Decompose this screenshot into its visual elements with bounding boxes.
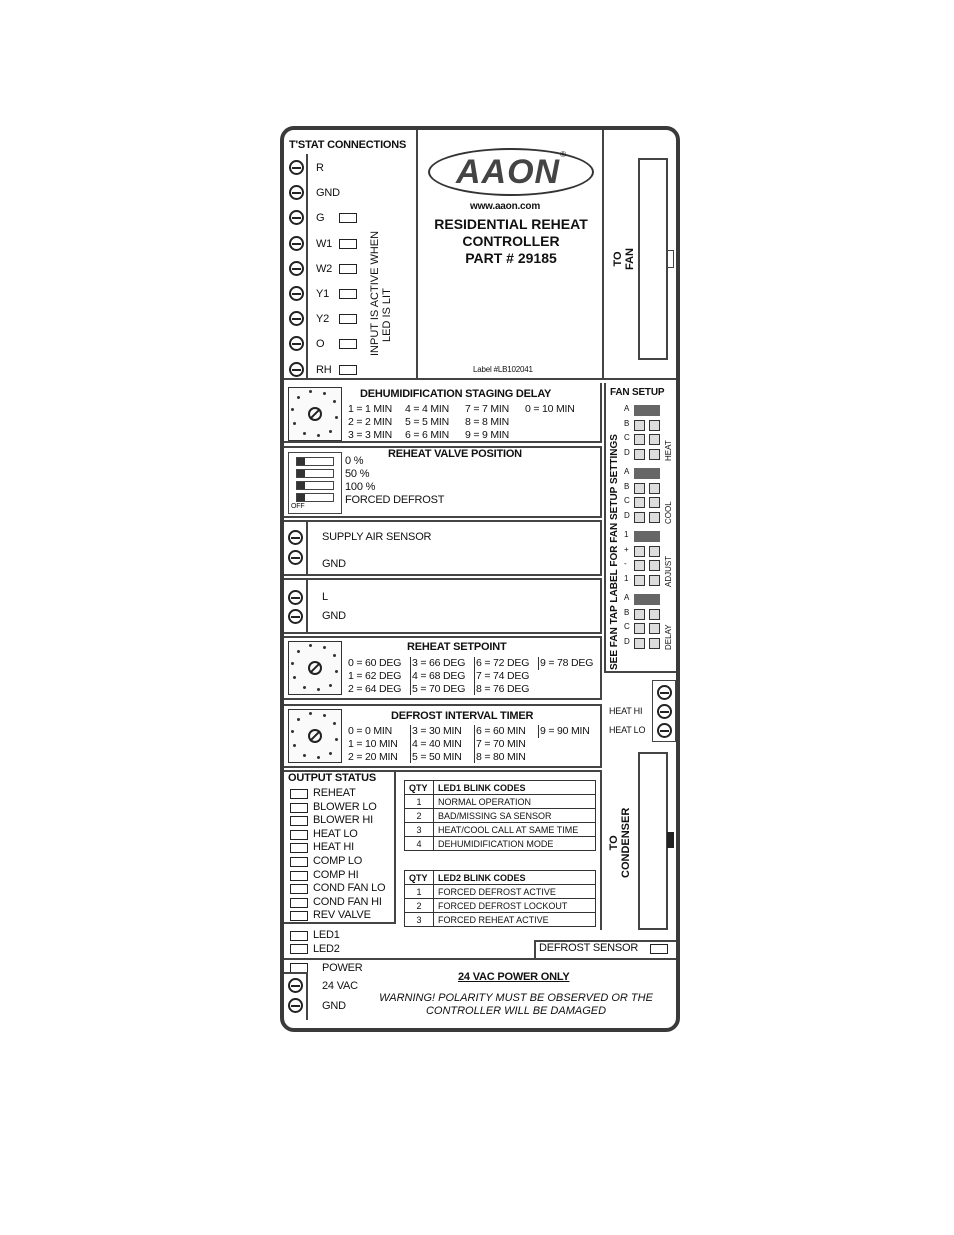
dial-mark bbox=[309, 644, 312, 647]
output-label-2: BLOWER HI bbox=[313, 814, 373, 827]
led1_table-qty-2: 3 bbox=[405, 823, 434, 837]
setpoint-option-1-2: 7 = 74 DEG bbox=[476, 670, 530, 682]
fan-pin-1-3-a[interactable] bbox=[634, 512, 645, 523]
fan-pin-2-3-a[interactable] bbox=[634, 575, 645, 586]
polarity-warning bbox=[370, 992, 662, 1018]
reheat-valve-title: REHEAT VALVE POSITION bbox=[388, 448, 522, 460]
supply-gnd-terminal[interactable] bbox=[288, 550, 303, 565]
fan-group-name-0: HEAT bbox=[664, 440, 673, 461]
fan-pin-3-3-b[interactable] bbox=[649, 638, 660, 649]
fan-row-label-1-3: D bbox=[624, 510, 630, 520]
tstat-terminal-3[interactable] bbox=[289, 236, 304, 251]
led2_table-code-1: FORCED DEFROST LOCKOUT bbox=[434, 899, 596, 913]
dehum-option-0-3: 0 = 10 MIN bbox=[525, 403, 575, 415]
dip-switch-2[interactable] bbox=[296, 469, 334, 478]
fan-connector bbox=[638, 158, 668, 360]
to-condenser-line2: CONDENSER bbox=[620, 807, 632, 878]
dehum-title: DEHUMIDIFICATION STAGING DELAY bbox=[360, 388, 552, 400]
output-led-2 bbox=[290, 816, 308, 826]
dehum-dial-knob[interactable] bbox=[308, 407, 322, 421]
dial-mark bbox=[333, 654, 336, 657]
fan-row-label-0-2: C bbox=[624, 433, 630, 442]
led1_table-header-row bbox=[405, 781, 596, 795]
led2_table-qty-0: 1 bbox=[405, 885, 434, 899]
setpoint-dial[interactable] bbox=[288, 641, 342, 695]
led1_table-qty-header: QTY bbox=[405, 781, 434, 795]
fan-jumper-1[interactable] bbox=[634, 468, 660, 479]
tstat-led-4 bbox=[339, 264, 357, 274]
fan-pin-2-1-b[interactable] bbox=[649, 546, 660, 557]
tstat-led-3 bbox=[339, 239, 357, 249]
heat-hi-label: HEAT HI bbox=[609, 706, 643, 716]
output-label-5: COMP LO bbox=[313, 855, 363, 867]
option-divider bbox=[538, 725, 539, 738]
power-section-top bbox=[284, 958, 676, 960]
fan-group-name-2: ADJUST bbox=[664, 555, 673, 587]
led1-label: LED1 bbox=[313, 929, 340, 941]
output-label-8: COND FAN HI bbox=[313, 895, 382, 908]
defrost-option-0-3: 9 = 90 MIN bbox=[540, 725, 590, 737]
vac-label: 24 VAC bbox=[322, 980, 358, 992]
output-label-4: HEAT HI bbox=[313, 841, 354, 854]
setpoint-dial-knob[interactable] bbox=[308, 661, 322, 675]
dehum-option-1-0: 2 = 2 MIN bbox=[348, 416, 393, 428]
led2-indicator bbox=[290, 944, 308, 954]
tstat-terminal-5[interactable] bbox=[289, 286, 304, 301]
valve-option-3: FORCED DEFROST bbox=[345, 494, 445, 506]
fan-pin-0-1-a[interactable] bbox=[634, 420, 645, 431]
fan-connector-tab bbox=[666, 250, 674, 268]
fan-row-label-2-0: 1 bbox=[624, 530, 629, 539]
to-fan-label bbox=[612, 248, 636, 270]
tstat-label-7: O bbox=[316, 338, 325, 351]
dial-mark bbox=[317, 688, 320, 691]
dehum-option-2-0: 3 = 3 MIN bbox=[348, 429, 393, 441]
power-gnd-label: GND bbox=[322, 1000, 346, 1012]
setpoint-option-0-2: 6 = 72 DEG bbox=[476, 657, 530, 669]
option-divider bbox=[474, 657, 475, 695]
defrost-option-2-0: 2 = 20 MIN bbox=[348, 751, 398, 763]
led1_table-code-3: DEHUMIDIFICATION MODE bbox=[434, 837, 596, 851]
fan-pin-0-3-b[interactable] bbox=[649, 449, 660, 460]
defrost-timer-dial-knob[interactable] bbox=[308, 729, 322, 743]
output-led-5 bbox=[290, 857, 308, 867]
dehum-option-0-1: 4 = 4 MIN bbox=[405, 403, 450, 415]
table-row bbox=[405, 885, 596, 899]
led1_table-title: LED1 BLINK CODES bbox=[434, 781, 596, 795]
led2_table-title: LED2 BLINK CODES bbox=[434, 871, 596, 885]
fan-setup-side-label: SEE FAN TAP LABEL FOR FAN SETUP SETTINGS bbox=[609, 434, 620, 670]
heat-lo-label: HEAT LO bbox=[609, 725, 646, 735]
tstat-terminal-8[interactable] bbox=[289, 362, 304, 377]
dial-mark bbox=[333, 722, 336, 725]
fan-group-name-1: COOL bbox=[664, 501, 673, 524]
controller-title bbox=[418, 216, 604, 267]
output-label-0: REHEAT bbox=[313, 787, 356, 799]
fan-jumper-3[interactable] bbox=[634, 594, 660, 605]
l-section bbox=[284, 578, 602, 634]
defrost-option-0-1: 3 = 30 MIN bbox=[412, 725, 462, 737]
led2-label: LED2 bbox=[313, 943, 340, 955]
led2_table-qty-header: QTY bbox=[405, 871, 434, 885]
setpoint-option-2-1: 5 = 70 DEG bbox=[412, 683, 466, 695]
dial-mark bbox=[293, 744, 296, 747]
dial-mark bbox=[297, 718, 300, 721]
dehum-option-1-2: 8 = 8 MIN bbox=[465, 416, 510, 428]
output-led-4 bbox=[290, 843, 308, 853]
fan-setup-title: FAN SETUP bbox=[610, 387, 665, 398]
tstat-label-8: RH bbox=[316, 363, 332, 376]
table-row bbox=[405, 795, 596, 809]
power-label: POWER bbox=[322, 962, 363, 974]
led2_table-header-row bbox=[405, 871, 596, 885]
aaon-brand: AAON bbox=[455, 153, 561, 191]
setpoint-option-1-0: 1 = 62 DEG bbox=[348, 670, 402, 682]
l-gnd-label: GND bbox=[322, 610, 346, 622]
fan-group-name-3: DELAY bbox=[664, 624, 673, 650]
fan-row-label-1-2: C bbox=[624, 496, 630, 505]
output-label-6: COMP HI bbox=[313, 868, 359, 881]
dial-mark bbox=[329, 684, 332, 687]
led2_table-code-2: FORCED REHEAT ACTIVE bbox=[434, 913, 596, 927]
fan-pin-0-1-b[interactable] bbox=[649, 420, 660, 431]
dial-mark bbox=[335, 738, 338, 741]
title-line3: PART # 29185 bbox=[465, 250, 557, 266]
output-label-1: BLOWER LO bbox=[313, 800, 377, 813]
fan-jumper-0[interactable] bbox=[634, 405, 660, 416]
supply-gnd-label: GND bbox=[322, 558, 346, 570]
dial-mark bbox=[297, 396, 300, 399]
dehum-dial[interactable] bbox=[288, 387, 342, 441]
fan-pin-3-2-a[interactable] bbox=[634, 623, 645, 634]
condenser-connector-tab bbox=[667, 832, 674, 848]
dial-mark bbox=[303, 432, 306, 435]
title-line2: CONTROLLER bbox=[462, 233, 560, 249]
dehum-option-1-1: 5 = 5 MIN bbox=[405, 416, 450, 428]
dial-mark bbox=[335, 670, 338, 673]
tstat-label-5: Y1 bbox=[316, 288, 330, 300]
tstat-label-2: G bbox=[316, 212, 325, 225]
fan-row-label-1-1: B bbox=[624, 481, 630, 491]
condenser-connector bbox=[638, 752, 668, 930]
supply-air-terminal[interactable] bbox=[288, 530, 303, 545]
defrost-timer-title: DEFROST INTERVAL TIMER bbox=[391, 710, 534, 722]
fan-section-divider bbox=[602, 130, 604, 380]
led1_table-code-2: HEAT/COOL CALL AT SAME TIME bbox=[434, 823, 596, 837]
tstat-led-8 bbox=[339, 365, 357, 375]
output-label-3: HEAT LO bbox=[313, 827, 358, 840]
tstat-label-4: W2 bbox=[316, 262, 333, 275]
vac-terminal[interactable] bbox=[288, 978, 303, 993]
dial-mark bbox=[303, 686, 306, 689]
to-fan-line2: FAN bbox=[624, 248, 636, 270]
heat-hi-terminal[interactable] bbox=[657, 704, 672, 719]
dial-mark bbox=[329, 430, 332, 433]
logo-section-bottom bbox=[418, 378, 676, 380]
defrost-option-2-2: 8 = 80 MIN bbox=[476, 751, 526, 763]
output-led-9 bbox=[290, 911, 308, 921]
led2_table-code-0: FORCED DEFROST ACTIVE bbox=[434, 885, 596, 899]
fan-jumper-2[interactable] bbox=[634, 531, 660, 542]
dip-switch-1[interactable] bbox=[296, 457, 334, 466]
fan-row-label-0-3: D bbox=[624, 447, 630, 457]
tstat-note-line1: INPUT IS ACTIVE WHEN bbox=[369, 230, 381, 356]
warning-line1: WARNING! POLARITY MUST BE OBSERVED OR THE bbox=[379, 992, 653, 1004]
l-terminal-strip bbox=[284, 578, 308, 634]
output-status-title: OUTPUT STATUS bbox=[288, 772, 377, 784]
label-number: Label #LB102041 bbox=[473, 365, 533, 374]
table-row bbox=[405, 913, 596, 927]
heat-lo-terminal[interactable] bbox=[657, 723, 672, 738]
l-gnd-terminal[interactable] bbox=[288, 609, 303, 624]
tstat-led-2 bbox=[339, 213, 357, 223]
dial-mark bbox=[323, 714, 326, 717]
registered-mark: ® bbox=[560, 150, 566, 159]
aaon-logo bbox=[428, 148, 594, 196]
table-row bbox=[405, 823, 596, 837]
fan-pin-1-1-a[interactable] bbox=[634, 483, 645, 494]
defrost-option-2-1: 5 = 50 MIN bbox=[412, 751, 462, 763]
fan-pin-1-2-b[interactable] bbox=[649, 497, 660, 508]
to-condenser-line1: TO bbox=[608, 835, 620, 851]
tstat-label-0: R bbox=[316, 162, 324, 174]
setpoint-option-2-2: 8 = 76 DEG bbox=[476, 683, 530, 695]
output-label-9: REV VALVE bbox=[313, 909, 371, 922]
fan-pin-0-2-a[interactable] bbox=[634, 434, 645, 445]
output-led-0 bbox=[290, 789, 308, 799]
fan-pin-2-1-a[interactable] bbox=[634, 546, 645, 557]
dial-mark bbox=[329, 752, 332, 755]
heat-top-terminal[interactable] bbox=[657, 685, 672, 700]
dial-mark bbox=[323, 392, 326, 395]
dial-mark bbox=[323, 646, 326, 649]
fan-row-label-0-1: B bbox=[624, 418, 630, 428]
fan-pin-0-3-a[interactable] bbox=[634, 449, 645, 460]
fan-pin-2-2-a[interactable] bbox=[634, 560, 645, 571]
led2-blink-table bbox=[404, 870, 596, 927]
led1_table-qty-0: 1 bbox=[405, 795, 434, 809]
defrost-option-1-2: 7 = 70 MIN bbox=[476, 738, 526, 750]
fan-row-label-2-1: + bbox=[624, 544, 629, 554]
tstat-terminal-0[interactable] bbox=[289, 160, 304, 175]
fan-row-label-3-3: D bbox=[624, 636, 630, 646]
fan-pin-1-1-b[interactable] bbox=[649, 483, 660, 494]
setpoint-option-2-0: 2 = 64 DEG bbox=[348, 683, 402, 695]
dehum-option-2-2: 9 = 9 MIN bbox=[465, 429, 510, 441]
dial-mark bbox=[317, 756, 320, 759]
fan-row-label-3-0: A bbox=[624, 593, 630, 602]
tstat-title: T'STAT CONNECTIONS bbox=[289, 139, 407, 151]
led1-blink-table bbox=[404, 780, 596, 851]
output-led-1 bbox=[290, 803, 308, 813]
option-divider bbox=[538, 657, 539, 670]
supply-terminal-strip bbox=[284, 520, 308, 576]
dial-mark bbox=[335, 416, 338, 419]
defrost-sensor-label: DEFROST SENSOR bbox=[539, 942, 639, 954]
dip-switch-4[interactable] bbox=[296, 493, 334, 502]
power-gnd-terminal[interactable] bbox=[288, 998, 303, 1013]
aaon-url: www.aaon.com bbox=[470, 201, 541, 212]
fan-row-label-2-2: - bbox=[624, 559, 627, 568]
dehum-option-0-2: 7 = 7 MIN bbox=[465, 403, 510, 415]
option-divider bbox=[410, 657, 411, 695]
tstat-note bbox=[369, 231, 393, 356]
fan-row-label-3-1: B bbox=[624, 607, 630, 617]
table-row bbox=[405, 809, 596, 823]
led1_table-code-0: NORMAL OPERATION bbox=[434, 795, 596, 809]
led1-indicator bbox=[290, 931, 308, 941]
valve-option-2: 100 % bbox=[345, 481, 376, 493]
to-fan-line1: TO bbox=[612, 251, 624, 267]
dip-off-label: OFF bbox=[291, 503, 305, 510]
table-row bbox=[405, 837, 596, 851]
tstat-led-7 bbox=[339, 339, 357, 349]
fan-pin-3-1-b[interactable] bbox=[649, 609, 660, 620]
defrost-option-0-2: 6 = 60 MIN bbox=[476, 725, 526, 737]
tstat-label-6: Y2 bbox=[316, 313, 330, 326]
tstat-led-5 bbox=[339, 289, 357, 299]
fan-row-label-2-3: 1 bbox=[624, 573, 629, 583]
to-condenser-label bbox=[608, 808, 632, 878]
fan-pin-1-2-a[interactable] bbox=[634, 497, 645, 508]
led2_table-qty-1: 2 bbox=[405, 899, 434, 913]
defrost-sensor-indicator bbox=[650, 944, 668, 954]
fan-pin-1-3-b[interactable] bbox=[649, 512, 660, 523]
setpoint-option-0-1: 3 = 66 DEG bbox=[412, 657, 466, 669]
dehum-option-2-1: 6 = 6 MIN bbox=[405, 429, 450, 441]
defrost-timer-dial[interactable] bbox=[288, 709, 342, 763]
dial-mark bbox=[309, 390, 312, 393]
fan-row-label-0-0: A bbox=[624, 404, 630, 413]
defrost-option-0-0: 0 = 0 MIN bbox=[348, 725, 393, 737]
led1_table-qty-3: 4 bbox=[405, 837, 434, 851]
dial-mark bbox=[291, 730, 294, 733]
dial-mark bbox=[309, 712, 312, 715]
setpoint-title: REHEAT SETPOINT bbox=[407, 641, 507, 653]
title-line1: RESIDENTIAL REHEAT bbox=[434, 216, 588, 232]
dial-mark bbox=[297, 650, 300, 653]
dial-mark bbox=[293, 422, 296, 425]
fan-pin-2-3-b[interactable] bbox=[649, 575, 660, 586]
output-label-7: COND FAN LO bbox=[313, 882, 386, 895]
led1_table-qty-1: 2 bbox=[405, 809, 434, 823]
dehum-option-0-0: 1 = 1 MIN bbox=[348, 403, 393, 415]
led2_table-qty-2: 3 bbox=[405, 913, 434, 927]
led1_table-code-1: BAD/MISSING SA SENSOR bbox=[434, 809, 596, 823]
tstat-label-1: GND bbox=[316, 187, 340, 200]
dial-mark bbox=[303, 754, 306, 757]
defrost-option-1-1: 4 = 40 MIN bbox=[412, 738, 462, 750]
valve-option-1: 50 % bbox=[345, 468, 370, 480]
tstat-label-3: W1 bbox=[316, 237, 333, 250]
fan-pin-3-3-a[interactable] bbox=[634, 638, 645, 649]
dial-mark bbox=[293, 676, 296, 679]
option-divider bbox=[474, 725, 475, 763]
dial-mark bbox=[291, 662, 294, 665]
valve-option-0: 0 % bbox=[345, 455, 364, 467]
output-led-6 bbox=[290, 871, 308, 881]
output-led-8 bbox=[290, 898, 308, 908]
dip-switch-3[interactable] bbox=[296, 481, 334, 490]
setpoint-option-0-3: 9 = 78 DEG bbox=[540, 657, 594, 669]
supply-air-label: SUPPLY AIR SENSOR bbox=[322, 531, 432, 543]
l-label: L bbox=[322, 591, 328, 603]
defrost-option-1-0: 1 = 10 MIN bbox=[348, 738, 398, 750]
dial-mark bbox=[317, 434, 320, 437]
warning-line2: CONTROLLER WILL BE DAMAGED bbox=[425, 1005, 607, 1017]
output-led-7 bbox=[290, 884, 308, 894]
fan-pin-3-1-a[interactable] bbox=[634, 609, 645, 620]
fan-pin-0-2-b[interactable] bbox=[649, 434, 660, 445]
setpoint-option-0-0: 0 = 60 DEG bbox=[348, 657, 402, 669]
output-led-3 bbox=[290, 830, 308, 840]
option-divider bbox=[410, 725, 411, 763]
fan-row-label-1-0: A bbox=[624, 467, 630, 476]
fan-pin-2-2-b[interactable] bbox=[649, 560, 660, 571]
setpoint-option-1-1: 4 = 68 DEG bbox=[412, 670, 466, 682]
l-terminal[interactable] bbox=[288, 590, 303, 605]
dial-mark bbox=[333, 400, 336, 403]
fan-row-label-3-2: C bbox=[624, 622, 630, 631]
power-only-label: 24 VAC POWER ONLY bbox=[458, 971, 570, 983]
fan-pin-3-2-b[interactable] bbox=[649, 623, 660, 634]
tstat-led-6 bbox=[339, 314, 357, 324]
dial-mark bbox=[291, 408, 294, 411]
table-row bbox=[405, 899, 596, 913]
tstat-note-line2: LED IS LIT bbox=[381, 288, 393, 342]
tstat-terminal-4[interactable] bbox=[289, 261, 304, 276]
